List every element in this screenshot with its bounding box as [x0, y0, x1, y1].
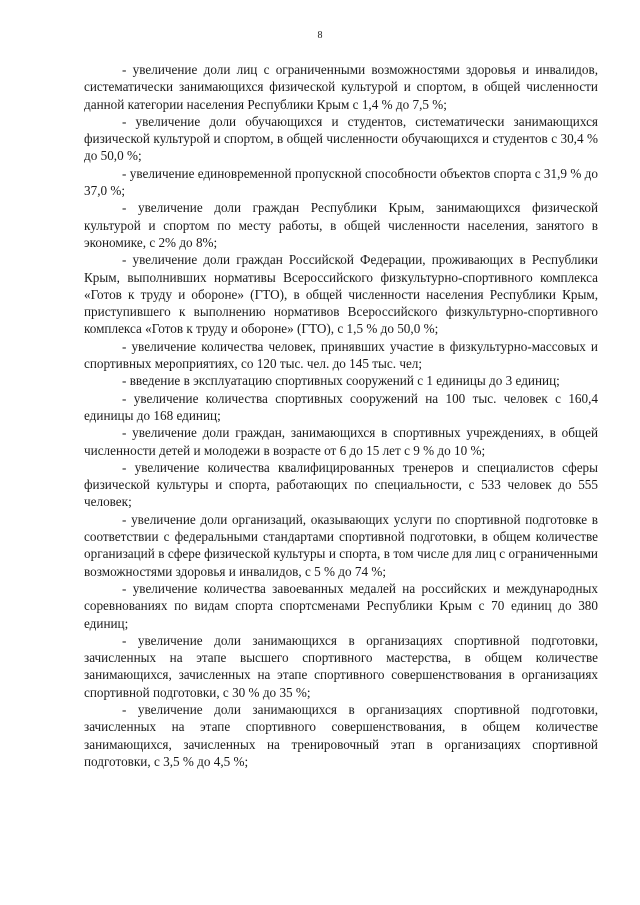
list-item: - увеличение доли граждан Республики Крым, занимающихся физической культурой и спортом по месту работы, в общей численности населения, занятого в экономике, с 2% до 8%;: [84, 200, 598, 250]
list-item: - увеличение доли граждан, занимающихся в спортивных учреждениях, в общей численности детей и молодежи в возрасте от 6 до 15 лет с 9 % до 10 %;: [84, 425, 598, 458]
list-item: - увеличение единовременной пропускной способности объектов спорта с 31,9 % до 37,0 %;: [84, 165, 598, 199]
document-body: [84, 61, 598, 770]
list-item: - увеличение количества квалифицированных тренеров и специалистов сферы физической культуры и спорта, работающих по специальности, с 533 человек до 555 человек;: [84, 459, 598, 510]
list-item: - увеличение доли организаций, оказывающих услуги по спортивной подготовке в соответствии с федеральными стандартами спортивной подготовки, в общем количестве организаций в сфере физической культуры и спорта, в том числе для лиц с ограниченными возможностями здоровья и инвалидов, с 5 % до 74 %;: [84, 511, 598, 579]
list-item: - увеличение доли занимающихся в организациях спортивной подготовки, зачисленных на этапе высшего спортивного мастерства, в общем количестве занимающихся, зачисленных на этапе спортивного совершенствования в организациях спортивной подготовки, с 30 % до 35 %;: [84, 632, 598, 700]
list-item: - увеличение доли занимающихся в организациях спортивной подготовки, зачисленных на этапе спортивного совершенствования, в общем количестве занимающихся, зачисленных на тренировочный этап в организациях спортивной подготовки, с 3,5 % до 4,5 %;: [84, 701, 598, 769]
list-item: - увеличение доли граждан Российской Федерации, проживающих в Республики Крым, выполнивших нормативы Всероссийского физкультурно-спортивного комплекса «Готов к труду и обороне» (ГТО), в общей численности населения Республики Крым, приступившего к выполнению нормативов Всероссийского физкультурно-спортивного комплекса «Готов к труду и обороне» (ГТО), с 1,5 % до 50,0 %;: [84, 252, 598, 337]
list-item: - увеличение доли лиц с ограниченными возможностями здоровья и инвалидов, систематически занимающихся физической культурой и спортом, в общей численности данной категории населения Республики Крым с 1,4 % до 7,5 %;: [84, 62, 598, 112]
list-item: - увеличение доли обучающихся и студентов, систематически занимающихся физической культурой и спортом, в общей численности обучающихся и студентов с 30,4 % до 50,0 %;: [84, 113, 598, 164]
list-item: - введение в эксплуатацию спортивных сооружений с 1 единицы до 3 единиц;: [122, 373, 560, 389]
list-item: - увеличение количества спортивных сооружений на 100 тыс. человек с 160,4 единицы до 168 единиц;: [84, 390, 598, 423]
list-item: - увеличение количества завоеванных медалей на российских и международных соревнованиях по видам спорта спортсменами Республики Крым с 70 единиц до 380 единиц;: [84, 580, 598, 631]
page-number: 8: [317, 30, 323, 41]
list-item: - увеличение количества человек, принявших участие в физкультурно-массовых и спортивных мероприятиях, со 120 тыс. чел. до 145 тыс. чел;: [84, 338, 598, 372]
